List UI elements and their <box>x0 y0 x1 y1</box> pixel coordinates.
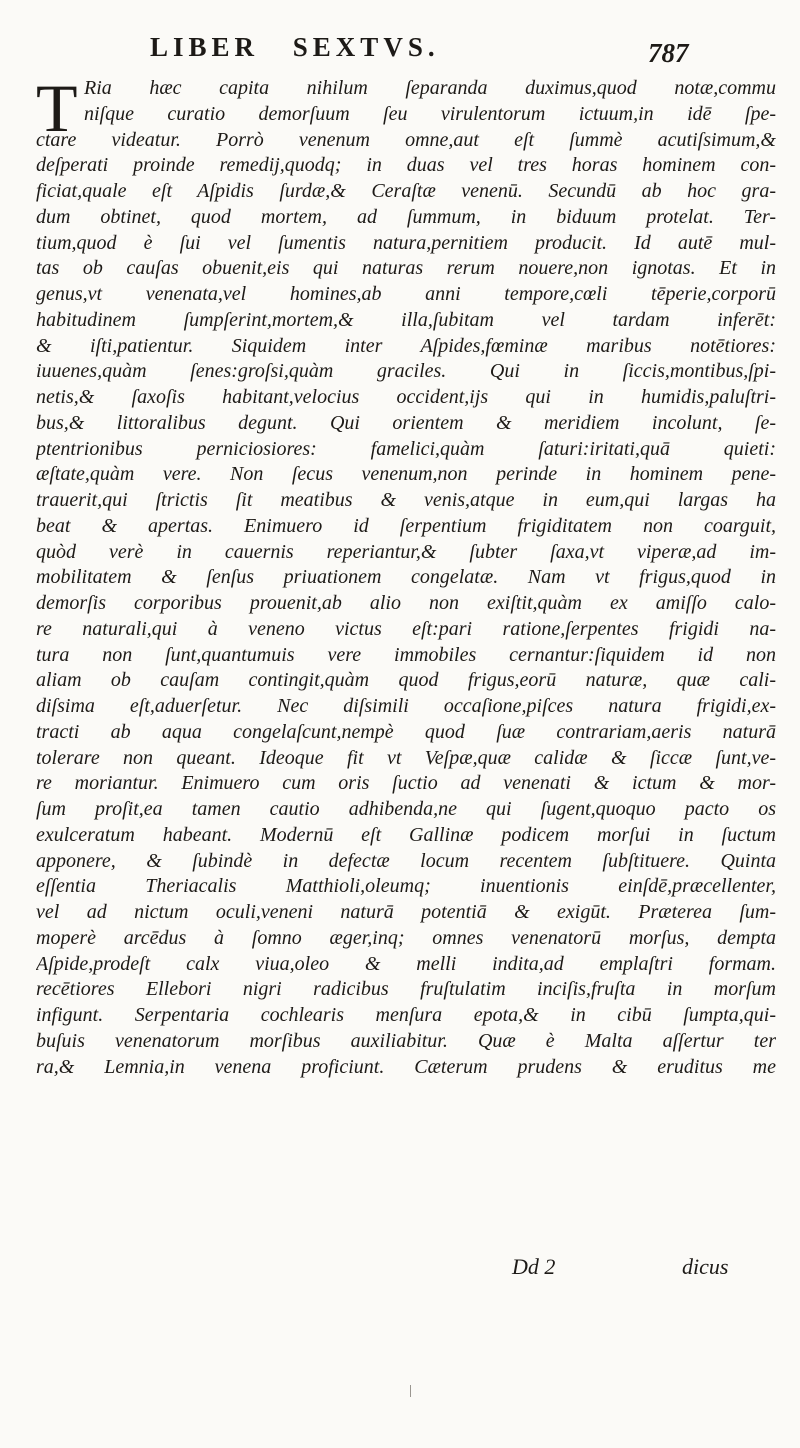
dropcap-initial: T <box>36 70 78 146</box>
text-line: aliam ob cauſam contingit,quàm quod frigus,eorū naturæ, quæ cali- <box>36 669 776 692</box>
text-line: Aſpide,prodeſt calx viua,oleo & melli indita,ad emplaſtri formam. <box>36 952 776 975</box>
text-line: dum obtinet, quod mortem, ad ſummum, in biduum protelat. Ter- <box>36 205 776 228</box>
text-line: tas ob cauſas obuenit,eis qui naturas rerum nouere,non ignotas. Et in <box>36 257 776 280</box>
text-line: demorſis corporibus prouenit,ab alio non exiſtit,quàm ex amiſſo calo- <box>36 592 776 614</box>
text-line: tura non ſunt,quantumuis vere immobiles cernantur:ſiquidem id non <box>36 643 776 666</box>
text-line: moperè arcēdus à ſomno æger,inq; omnes venenatorū morſus, dempta <box>36 926 776 949</box>
page-footer <box>0 1254 800 1284</box>
text-line: bus,& littoralibus degunt. Qui orientem & meridiem incolunt, ſe- <box>36 411 776 434</box>
text-line: genus,vt venenata,vel homines,ab anni tempore,cœli tēperie,corporū <box>36 283 776 305</box>
text-line: re naturali,qui à veneno victus eſt:pari ratione,ſerpentes frigidi na- <box>36 617 776 640</box>
text-line: re moriantur. Enimuero cum oris ſuctio ad venenati & ictum & mor- <box>36 772 776 795</box>
text-line: exulceratum habeant. Modernū eſt Gallinæ podicem morſui in ſuctum <box>36 823 776 846</box>
signature-mark: Dd 2 <box>512 1254 556 1279</box>
text-line: tracti ab aqua congelaſcunt,nempè quod ſuæ contrariam,aeris naturā <box>36 720 776 743</box>
text-line: diſsima eſt,aduerſetur. Nec diſsimili occaſione,piſces natura frigidi,ex- <box>36 695 776 717</box>
text-line: iuuenes,quàm ſenes:groſsi,quàm graciles. Qui in ſiccis,montibus,ſpi- <box>36 360 776 383</box>
text-line: æſtate,quàm vere. Non ſecus venenum,non perinde in hominem pene- <box>36 463 776 486</box>
text-line: ptentrionibus perniciosiores: famelici,quàm ſaturi:iritati,quā quieti: <box>36 437 776 460</box>
text-line: ſum proſit,ea tamen cautio adhibenda,ne qui ſugent,quoquo pacto os <box>36 798 776 820</box>
text-line: niſque curatio demorſuum ſeu virulentorum ictuum,in idē ſpe- <box>84 102 776 125</box>
text-line: mobilitatem & ſenſus priuationem congelatæ. Nam vt frigus,quod in <box>36 566 776 589</box>
text-line: vel ad nictum oculi,veneni naturā potentiā & exigūt. Præterea ſum- <box>36 901 776 923</box>
text-line: ra,& Lemnia,in venena proficiunt. Cæterum prudens & eruditus me <box>36 1055 776 1078</box>
page-header <box>0 32 800 72</box>
text-line: apponere, & ſubindè in defectæ locum recentem ſubſtituere. Quinta <box>36 849 776 872</box>
text-line: infigunt. Serpentaria cochlearis menſura epota,& in cibū ſumpta,qui- <box>36 1004 776 1026</box>
catchword: dicus <box>682 1254 729 1279</box>
text-line: ficiat,quale eſt Aſpidis ſurdæ,& Ceraſtæ venenū. Secundū ab hoc gra- <box>36 180 776 202</box>
text-line: eſſentia Theriacalis Matthioli,oleumq; inuentionis einſdē,præcellenter, <box>36 875 776 898</box>
text-line: buſuis venenatorum morſibus auxiliabitur. Quæ è Malta aſſertur ter <box>36 1029 776 1052</box>
paper-mark <box>410 1385 411 1397</box>
text-line: trauerit,qui ſtrictis ſit meatibus & venis,atque in eum,qui largas ha <box>36 489 776 511</box>
text-line: habitudinem ſumpſerint,mortem,& illa,ſubitam vel tardam inferēt: <box>36 308 776 331</box>
text-line: tium,quod è ſui vel ſumentis natura,pernitiem producit. Id autē mul- <box>36 231 776 254</box>
page-number: 787 <box>648 38 689 68</box>
text-line: & iſti,patientur. Siquidem inter Aſpides,fœminæ maribus notētiores: <box>36 334 776 357</box>
text-line: tolerare non queant. Ideoque fit vt Veſpæ,quæ calidæ & ſiccæ ſunt,ve- <box>36 746 776 769</box>
text-line: beat & apertas. Enimuero id ſerpentium frigiditatem non coarguit, <box>36 514 776 537</box>
text-line: quòd verè in cauernis reperiantur,& ſubter ſaxa,vt viperæ,ad im- <box>36 540 776 563</box>
text-line: netis,& ſaxoſis habitant,velocius occident,ijs qui in humidis,paluſtri- <box>36 386 776 408</box>
text-line: recētiores Ellebori nigri radicibus fruſtulatim inciſis,fruſta in morſum <box>36 978 776 1001</box>
text-body <box>36 70 776 1080</box>
text-line: deſperati proinde remedij,quodq; in duas vel tres horas hominem con- <box>36 154 776 177</box>
text-line: ctare videatur. Porrò venenum omne,aut eſt ſummè acutiſsimum,& <box>36 128 776 151</box>
running-title: LIBER SEXTVS. <box>150 32 440 62</box>
text-line: Ria hæc capita nihilum ſeparanda duximus,quod notæ,commu <box>84 77 776 99</box>
